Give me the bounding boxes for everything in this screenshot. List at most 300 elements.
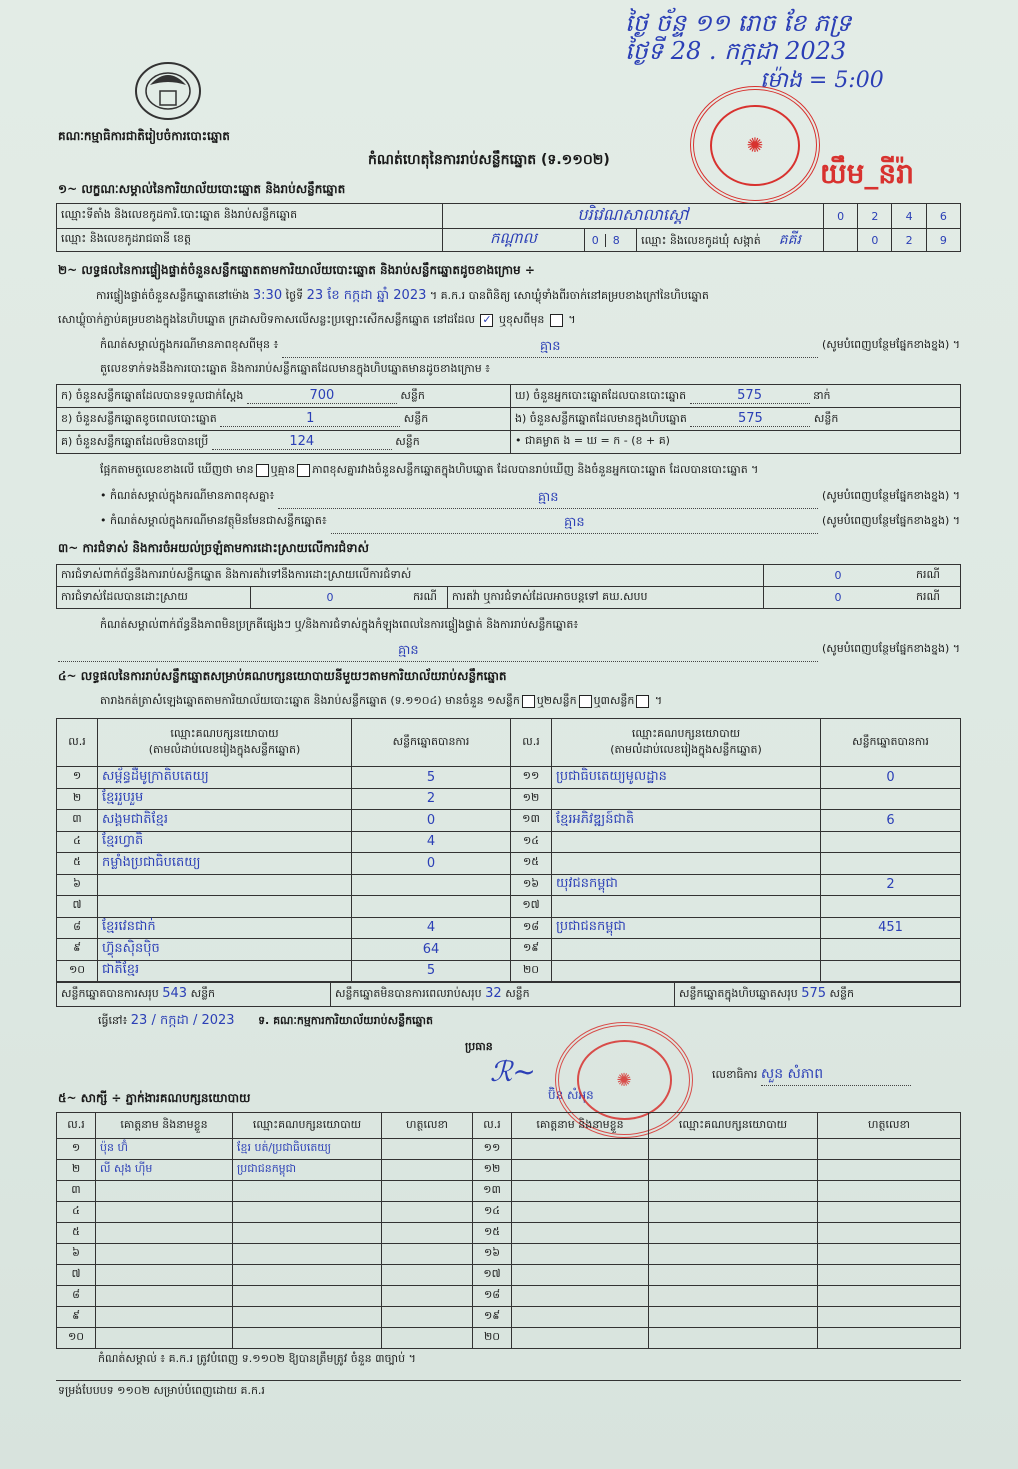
disc-text: ផ្អែកតាមតួលេខខាងលើ ឃើញថា មាន [100,463,254,476]
witness-row [57,1244,961,1265]
witness-no-left: ៨ [57,1286,96,1307]
has-diff-checkbox[interactable] [256,464,269,477]
location-code-2: 2 [858,204,892,229]
result-no-right: ១៤ [511,831,552,853]
witness-name-left [96,1223,233,1244]
note1-row [100,338,960,358]
complaints-table [56,564,961,609]
section1-title: ១~ លក្ខណៈសម្គាល់នៃការិយាល័យបោះឆ្នោត និងរាប់សន្លឹកឆ្នោត [58,182,346,196]
results-row [57,939,961,961]
col-no-right: ល.រ [511,719,552,767]
witness-sign-left [382,1139,473,1160]
complaint-r2-label: ការជំទាស់ដែលបានដោះស្រាយ [57,587,251,609]
figure-c-label: គ) ចំនួនសន្លឹកឆ្នោតដែលមិនបានប្រើ [61,434,209,448]
section4-title: ៤~ លទ្ធផលនៃការរាប់សន្លឹកឆ្នោតសម្រាប់គណបក្សនយោបាយនីមួយៗតាមការិយាល័យរាប់សន្លឹកឆ្នោត [58,669,507,683]
figure-b-value: 1 [220,411,400,427]
handwritten-date: ថ្ងៃទី 28 . កក្កដា 2023 [625,37,847,65]
witness-party-left: ខ្មែរ បត់/ប្រជាធិបតេយ្យ [233,1139,382,1160]
total-box-unit: សន្លឹក [829,987,854,1000]
same-checkbox[interactable]: ✓ [482,312,492,326]
witness-party-right [649,1160,818,1181]
complaint-r1-value: 0 [764,565,913,587]
commune-code-2: 2 [892,229,926,252]
form-version: ទម្រង់បែបបទ ១១០២ សម្រាប់បំពេញដោយ គ.ក.រ [58,1384,265,1397]
result-no-left: ៩ [57,939,98,961]
result-party-right [552,853,821,875]
witness-name-right [512,1307,649,1328]
secretary-label: លេខាធិការ [712,1068,758,1081]
figures-intro: តួលេខទាក់ទងនឹងការបោះឆ្នោត និងការរាប់សន្លឹកឆ្នោតដែលមានក្នុងហិបឆ្នោតមានដូចខាងក្រោម ៖ [100,362,491,375]
result-no-right: ២០ [511,960,552,982]
witness-party-right [649,1307,818,1328]
witness-party-right [649,1202,818,1223]
witness-name-left [96,1265,233,1286]
witness-row [57,1181,961,1202]
figure-e-label: ង) ចំនួនសន្លឹកឆ្នោតដែលមានក្នុងហិបឆ្នោត [515,411,687,425]
witness-name-left [96,1286,233,1307]
result-party-left: ហ៊្វុនស៊ិនប៉ិច [98,939,352,961]
result-no-left: ៨ [57,917,98,939]
form-title: កំណត់ហេតុនៃការរាប់សន្លឹកឆ្នោត (ទ.១១០២) [368,152,610,168]
chair-name: ប៊ិន សំអុន [548,1088,594,1102]
figure-a-value: 700 [247,388,397,404]
s3-note-value: គ្មាន [58,642,818,662]
result-no-left: ៤ [57,831,98,853]
figure-d-value: 575 [690,388,810,404]
result-votes-left: 4 [352,917,511,939]
results-row [57,831,961,853]
note3-hint: (សូមបំពេញបន្ថែមផ្នែកខាងខ្នង) ។ [821,514,960,527]
witness-party-left [233,1202,382,1223]
nec-emblem-icon [128,55,208,125]
result-party-left: ខ្មែរវេនជាក់ [98,917,352,939]
w-col-party-right: ឈ្មោះគណបក្សនយោបាយ [649,1113,818,1139]
complaint-r2-value: 0 [251,587,410,609]
complaint-r1-unit: ករណី [912,565,961,587]
witness-sign-left [382,1202,473,1223]
result-votes-left: 5 [352,767,511,789]
witness-no-left: ៥ [57,1223,96,1244]
witness-sign-right [818,1160,961,1181]
col-party-right-title: ឈ្មោះគណបក្សនយោបាយ [631,726,741,740]
note2-hint: (សូមបំពេញបន្ថែមផ្នែកខាងខ្នង) ។ [821,489,960,502]
made-at-row [98,1012,433,1031]
w-col-sign-left: ហត្ថលេខា [382,1113,473,1139]
figure-b-label: ខ) ចំនួនសន្លឹកឆ្នោតខូចពេលបោះឆ្នោត [61,411,217,425]
figures-table [56,384,961,454]
figure-b-unit: សន្លឹក [403,411,429,425]
w-col-name-left: គោត្តនាម និងនាមខ្លួន [96,1113,233,1139]
location-code-3: 4 [892,204,926,229]
witness-party-left: ប្រជាជនកម្ពុជា [233,1160,382,1181]
witness-row [57,1265,961,1286]
result-no-left: ៦ [57,874,98,896]
results-table [56,718,961,982]
witness-name-left: ប៉ុន ហ៊ំ [96,1139,233,1160]
commune-label-text: ឈ្មោះ និងលេខកូដឃុំ សង្កាត់ [641,233,761,247]
figure-a [57,385,511,408]
witness-party-left [233,1328,382,1349]
col-party-left-title: ឈ្មោះគណបក្សនយោបាយ [170,726,279,740]
w-col-name-right: គោត្តនាម និងនាមខ្លួន [512,1113,649,1139]
witness-no-right: ១៥ [473,1223,512,1244]
secretary-row [712,1064,911,1086]
result-votes-left: 0 [352,853,511,875]
witness-name-right [512,1244,649,1265]
total-invalid [331,983,675,1007]
results-row [57,896,961,918]
witness-no-right: ១៧ [473,1265,512,1286]
witness-name-left [96,1307,233,1328]
total-invalid-label: សន្លឹកឆ្នោតមិនបានការពេលរាប់សរុប [335,987,482,1000]
total-valid-label: សន្លឹកឆ្នោតបានការសរុប [61,987,159,1000]
figure-c [57,431,511,454]
commune-label [637,229,824,252]
witness-name-right [512,1328,649,1349]
witness-sign-right [818,1223,961,1244]
commune-value: គគីរ [778,231,801,248]
witness-no-right: ១២ [473,1160,512,1181]
different-label: ឬខុសពីមុន [498,313,545,326]
figure-d [511,385,961,408]
witness-name-right [512,1139,649,1160]
complaint-r2-unit: ករណី [409,587,448,609]
figure-b [57,408,511,431]
result-party-right: ប្រជាជនកម្ពុជា [552,917,821,939]
verify-time: 3:30 [252,288,283,303]
result-party-right: ប្រជាធិបតេយ្យមូលដ្ឋាន [552,767,821,789]
witness-table [56,1112,961,1349]
result-party-right: ខ្មែរអភិវឌ្ឍន៍ជាតិ [552,810,821,832]
official-stamp-top: ✺ [690,86,820,204]
complaint-r2b-unit: ករណី [912,587,961,609]
figure-a-label: ក) ចំនួនសន្លឹកឆ្នោតដែលបានទទួលជាក់ស្ដែង [61,388,244,402]
witness-no-right: ១៨ [473,1286,512,1307]
complaint-r2b-value: 0 [764,587,913,609]
commune-code-1: 0 [858,229,892,252]
result-no-right: ១៨ [511,917,552,939]
witness-sign-left [382,1265,473,1286]
province-value: កណ្ដាល [442,229,585,252]
result-votes-left: 0 [352,810,511,832]
figure-e-value: 575 [690,411,810,427]
made-at-date: 23 / កក្កដា / 2023 [130,1013,235,1028]
witness-party-right [649,1265,818,1286]
witness-sign-left [382,1181,473,1202]
s4-intro-3: ឬ៣សន្លឹក [593,694,635,707]
total-valid [57,983,331,1007]
witness-party-left [233,1244,382,1265]
result-votes-right [821,939,961,961]
disc-text-b: ឬគ្មាន [270,463,296,476]
witness-sign-right [818,1181,961,1202]
figure-c-value: 124 [212,434,392,450]
witness-no-right: ១១ [473,1139,512,1160]
footer-divider [56,1380,961,1381]
result-party-left: កម្លាំងប្រជាធិបតេយ្យ [98,853,352,875]
result-no-right: ១១ [511,767,552,789]
witness-no-left: ១ [57,1139,96,1160]
witness-row [57,1223,961,1244]
witness-sign-right [818,1202,961,1223]
result-no-right: ១៧ [511,896,552,918]
result-votes-left: 5 [352,960,511,982]
witness-sign-left [382,1307,473,1328]
witness-name-right [512,1181,649,1202]
stamp-name: យឹម_នីរ៉ា [820,157,914,190]
verify-text: ការផ្ទៀងផ្ទាត់ចំនួនសន្លឹកឆ្នោតនៅម៉ោង [96,289,250,302]
witness-no-right: ២០ [473,1328,512,1349]
note2-label: • កំណត់សម្គាល់ក្នុងករណីមានភាពខុសគ្នា៖ [100,489,275,502]
result-no-left: ១ [57,767,98,789]
total-box-value: 575 [801,986,827,1001]
two-sheet-checkbox[interactable] [579,695,592,708]
one-sheet-checkbox[interactable] [522,695,535,708]
result-votes-right: 451 [821,917,961,939]
witness-name-left [96,1181,233,1202]
col-votes-right: សន្លឹកឆ្នោតបានការ [821,719,961,767]
result-votes-right [821,896,961,918]
witness-party-right [649,1139,818,1160]
chair-signature: ℛ~ [490,1055,536,1088]
result-no-left: ៧ [57,896,98,918]
witness-row [57,1307,961,1328]
result-no-left: ៣ [57,810,98,832]
different-checkbox[interactable] [550,314,563,327]
results-row [57,853,961,875]
witness-sign-left [382,1244,473,1265]
witness-no-left: ៤ [57,1202,96,1223]
result-no-right: ១៦ [511,874,552,896]
section3-title: ៣~ ការជំទាស់ និងការចំអយល់ច្រឡំតាមការដោះស្រាយលើការជំទាស់ [58,541,369,555]
result-party-left: ជាតិខ្មែរ [98,960,352,982]
result-party-left: សង្គមជាតិខ្មែរ [98,810,352,832]
s3-note-hint: (សូមបំពេញបន្ថែមផ្នែកខាងខ្នង) ។ [821,642,960,655]
witness-row [57,1139,961,1160]
witness-sign-right [818,1244,961,1265]
witness-row [57,1328,961,1349]
result-votes-left [352,896,511,918]
commune-code-3: 9 [926,229,960,252]
result-no-right: ១៣ [511,810,552,832]
witness-name-right [512,1160,649,1181]
result-votes-left: 2 [352,788,511,810]
complaint-r2b-label: ការតវ៉ា ឬការជំទាស់ដែលអាចបន្តទៅ គឃ.សបប [448,587,764,609]
result-party-right [552,831,821,853]
witness-name-left [96,1202,233,1223]
result-party-left: ខ្មែរហ្វាតិ [98,831,352,853]
witness-sign-left [382,1286,473,1307]
province-code-2: 8 [612,233,620,247]
witness-party-right [649,1286,818,1307]
witness-name-right [512,1202,649,1223]
complaint-r1-label: ការជំទាស់ពាក់ព័ន្ធនឹងការរាប់សន្លឹកឆ្នោត និងការតវ៉ាទៅនឹងការដោះស្រាយលើការជំទាស់ [57,565,764,587]
witness-no-left: ៣ [57,1181,96,1202]
no-diff-checkbox[interactable] [297,464,310,477]
witness-party-left [233,1265,382,1286]
result-no-left: ១០ [57,960,98,982]
witness-row [57,1286,961,1307]
verify-date: 23 ខែ កក្កដា ឆ្នាំ 2023 [306,288,427,303]
s3-note-label: កំណត់សម្គាល់ពាក់ព័ន្ធនឹងភាពមិនប្រក្រតីផ្សេងៗ ឬ/និងការជំទាស់ក្នុងកំឡុងពេលនៃការផ្ទៀងផ្ទាត់ និងការរាប់សន្លឹកឆ្នោត៖ [100,618,579,631]
secretary-name: សួន សំភាព [761,1064,911,1086]
official-stamp-bottom: ✺ [555,1022,693,1138]
result-no-left: ២ [57,788,98,810]
witness-sign-left [382,1328,473,1349]
result-party-right: យុវជនកម្ពុជា [552,874,821,896]
witness-sign-left [382,1160,473,1181]
witness-party-right [649,1223,818,1244]
note1-value: គ្មាន [282,338,818,358]
w-col-sign-right: ហត្ថលេខា [818,1113,961,1139]
result-votes-right: 0 [821,767,961,789]
total-invalid-value: 32 [485,986,502,1001]
verify-day-label: ថ្ងៃទី [285,289,304,302]
total-invalid-unit: សន្លឹក [505,987,530,1000]
total-box-label: សន្លឹកឆ្នោតក្នុងហិបឆ្នោតសរុប [679,987,798,1000]
results-row [57,917,961,939]
result-votes-left [352,874,511,896]
result-votes-left: 64 [352,939,511,961]
result-party-right [552,939,821,961]
location-label: ឈ្មោះទីតាំង និងលេខកូដការិ.បោះឆ្នោត និងរាប់សន្លឹកឆ្នោត [57,204,443,229]
w-col-no-right: ល.រ [473,1113,512,1139]
witness-party-right [649,1244,818,1265]
result-party-right [552,896,821,918]
province-label-text: ឈ្មោះ និងលេខកូដរាជធានី ខេត្ត [61,232,191,245]
results-row [57,960,961,982]
location-code-1: 0 [823,204,857,229]
totals-table [56,982,961,1007]
col-party-right [552,719,821,767]
result-no-right: ១២ [511,788,552,810]
witness-name-left: លី សុង ហ៊ីម [96,1160,233,1181]
witness-row [57,1202,961,1223]
committee-name: គណៈកម្មាធិការជាតិរៀបចំការបោះឆ្នោត [58,129,230,143]
w-col-no-left: ល.រ [57,1113,96,1139]
witness-sign-right [818,1139,961,1160]
witness-party-left [233,1181,382,1202]
witness-sign-left [382,1223,473,1244]
figure-e [511,408,961,431]
total-box [675,983,961,1007]
result-party-left: សម្ព័ន្ធដឺមូក្រាតិបតេយ្យ [98,767,352,789]
note3-label: • កំណត់សម្គាល់ក្នុងករណីមានវត្ថុមិនមែនជាសន្លឹកឆ្នោត៖ [100,514,327,527]
witness-name-right [512,1286,649,1307]
col-party-left [98,719,352,767]
witness-sign-right [818,1265,961,1286]
result-party-left [98,896,352,918]
result-votes-right: 2 [821,874,961,896]
col-votes-left: សន្លឹកឆ្នោតបានការ [352,719,511,767]
results-row [57,874,961,896]
s4-intro-text: តារាងកត់ត្រាសំឡេងឆ្នោតតាមការិយាល័យបោះឆ្នោត និងរាប់សន្លឹកឆ្នោត (ទ.១១០៤) មានចំនួន ១សន្លឹក [100,694,520,707]
note3-value: គ្មាន [331,514,818,534]
result-votes-right [821,788,961,810]
section5-title: ៥~ សាក្សី ÷ ភ្នាក់ងារគណបក្សនយោបាយ [58,1091,251,1105]
note2-row [100,489,960,509]
witness-no-left: ៧ [57,1265,96,1286]
witness-no-left: ៩ [57,1307,96,1328]
witness-no-right: ១៣ [473,1181,512,1202]
made-committee: ទ. គណៈកម្មការការិយាល័យរាប់សន្លឹកឆ្នោត [258,1014,433,1027]
verification-paragraph [96,287,960,306]
witness-no-right: ១៦ [473,1244,512,1265]
figure-d-label: ឃ) ចំនួនអ្នកបោះឆ្នោតដែលបានបោះឆ្នោត [515,388,687,402]
footnote: កំណត់សម្គាល់ ៖ គ.ក.រ ត្រូវបំពេញ ទ.១១០២ ឱ្យបានត្រឹមត្រូវ ចំនួន ៣ច្បាប់ ។ [98,1352,416,1365]
witness-no-left: ១០ [57,1328,96,1349]
results-row [57,788,961,810]
figure-e-unit: សន្លឹក [813,411,839,425]
result-party-right [552,788,821,810]
witness-party-left [233,1223,382,1244]
witness-party-left [233,1307,382,1328]
lock-paragraph: សោឃ្លុំចាក់ភ្ជាប់គម្របខាងក្នុងនៃហិបឆ្នោត ក្រដាសបិទកាសលើសន្លះប្រឡោះសើកសន្លឹកឆ្នោត នៅដដែល ✓ ឬខុសពីមុន ។ [58,312,576,326]
witness-sign-right [818,1328,961,1349]
s4-intro: តារាងកត់ត្រាសំឡេងឆ្នោតតាមការិយាល័យបោះឆ្នោត និងរាប់សន្លឹកឆ្នោត (ទ.១១០៤) មានចំនួន ១សន្លឹក ឬ២សន្លឹក ឬ៣សន្លឹក ។ [100,694,663,707]
chair-label: ប្រធាន [465,1040,493,1053]
result-no-right: ១៩ [511,939,552,961]
witness-no-right: ១៤ [473,1202,512,1223]
result-votes-right: 6 [821,810,961,832]
note1-label: កំណត់សម្គាល់ក្នុងករណីមានភាពខុសពីមុន ៖ [100,338,279,351]
w-col-party-left: ឈ្មោះគណបក្សនយោបាយ [233,1113,382,1139]
witness-sign-right [818,1307,961,1328]
province-code [585,229,637,252]
discrepancy-paragraph [100,463,960,479]
handwritten-time: ម៉ោង = 5:00 [760,68,884,93]
commune-code-0 [823,229,857,252]
col-no-left: ល.រ [57,719,98,767]
witness-sign-right [818,1286,961,1307]
s3-note-row [58,642,960,662]
note3-row [100,514,960,534]
witness-name-right [512,1265,649,1286]
witness-party-left [233,1286,382,1307]
section1-table [56,203,961,252]
made-at-label: ធ្វើនៅ៖ [98,1014,128,1027]
figure-c-unit: សន្លឹក [395,434,420,448]
formula: • ជាគម្លាត ង = ឃ = ក - (ខ + គ) [511,431,961,454]
witness-no-left: ២ [57,1160,96,1181]
result-votes-right [821,960,961,982]
witness-name-left [96,1244,233,1265]
figure-d-unit: នាក់ [813,388,831,402]
result-no-right: ១៥ [511,853,552,875]
note1-hint: (សូមបំពេញបន្ថែមផ្នែកខាងខ្នង) ។ [821,338,960,351]
witness-name-left [96,1328,233,1349]
location-value: បរិវេណសាលាស្ដៅ [442,204,823,229]
witness-no-right: ១៩ [473,1307,512,1328]
witness-no-left: ៦ [57,1244,96,1265]
witness-row [57,1160,961,1181]
col-party-left-sub: (តាមលំដាប់លេខរៀងក្នុងសន្លឹកឆ្នោត) [148,742,301,756]
results-row [57,810,961,832]
result-votes-left: 4 [352,831,511,853]
result-party-left [98,874,352,896]
s4-intro-2: ឬ២សន្លឹក [536,694,577,707]
witness-party-right [649,1328,818,1349]
results-row [57,767,961,789]
total-valid-unit: សន្លឹក [190,987,216,1000]
witness-name-right [512,1223,649,1244]
result-votes-right [821,853,961,875]
witness-party-right [649,1181,818,1202]
result-votes-right [821,831,961,853]
figure-a-unit: សន្លឹក [400,388,425,402]
province-label [57,229,443,252]
three-sheet-checkbox[interactable] [636,695,649,708]
